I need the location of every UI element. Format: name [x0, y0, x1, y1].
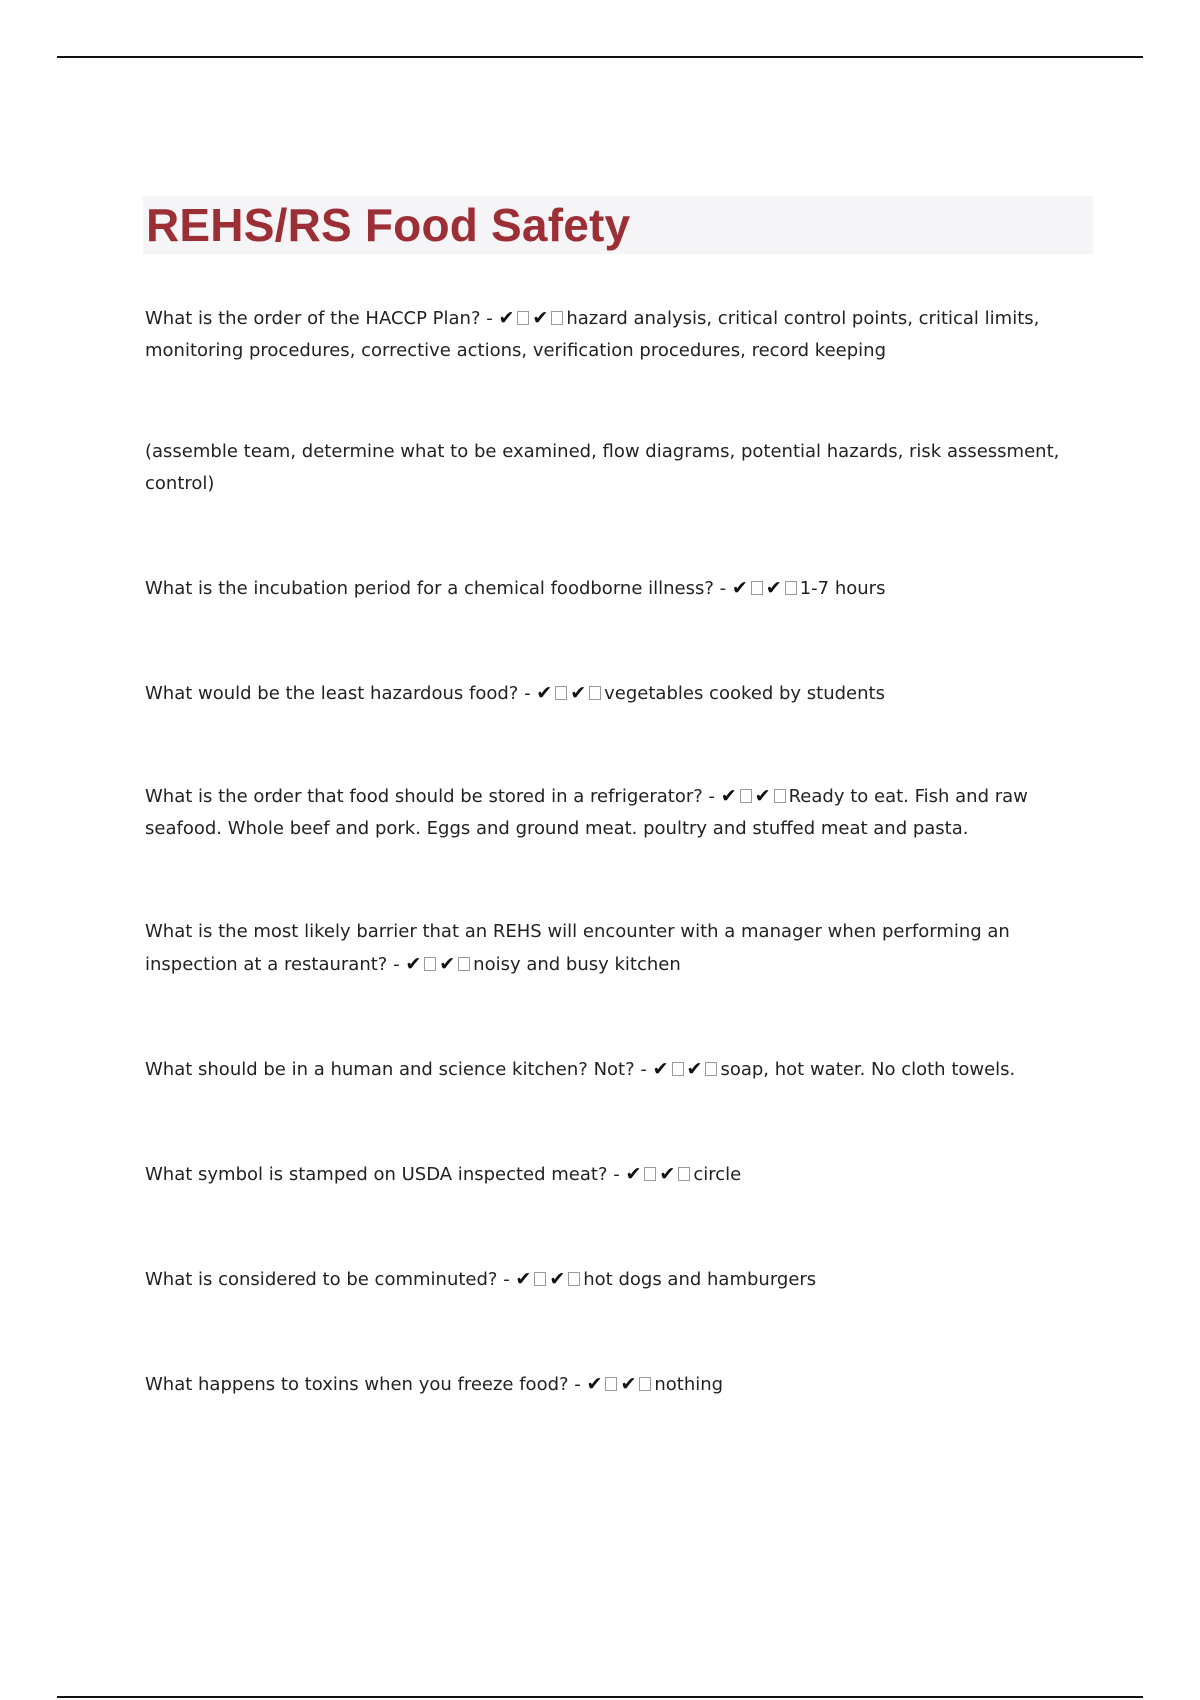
box-icon — [534, 1272, 546, 1286]
separator: - — [568, 1374, 587, 1395]
answer-text: circle — [693, 1164, 742, 1185]
separator: - — [702, 786, 721, 807]
box-icon — [678, 1167, 690, 1181]
answer-text: nothing — [654, 1374, 724, 1395]
check-mark-icon: ✔ — [754, 785, 772, 807]
check-mark-icon: ✔ — [625, 1163, 643, 1185]
qa-item — [145, 302, 1065, 367]
check-mark-icon: ✔ — [620, 1373, 638, 1395]
separator: - — [480, 308, 499, 329]
box-icon — [605, 1377, 617, 1391]
check-mark-icon: ✔ — [686, 1058, 704, 1080]
box-icon — [774, 789, 786, 803]
box-icon — [551, 311, 563, 325]
qa-item — [145, 1368, 1065, 1401]
qa-item — [145, 1053, 1065, 1086]
check-mark-icon: ✔ — [720, 785, 738, 807]
question-text: What is considered to be comminuted? — [145, 1269, 498, 1290]
box-icon — [705, 1062, 717, 1076]
check-mark-icon: ✔ — [586, 1373, 604, 1395]
answer-text: hazard analysis, critical control points, critical limits, monitoring procedures, corrective actions, verification procedures, record keeping — [145, 308, 1040, 361]
question-text: What is the order of the HACCP Plan? — [145, 308, 481, 329]
answer-text: 1-7 hours — [799, 578, 886, 599]
box-icon — [568, 1272, 580, 1286]
note-paragraph — [145, 436, 1065, 500]
box-icon — [785, 581, 797, 595]
check-mark-icon: ✔ — [532, 307, 550, 329]
answer-text: hot dogs and hamburgers — [583, 1269, 817, 1290]
check-mark-icon: ✔ — [765, 577, 783, 599]
question-text: What is the most likely barrier that an REHS will encounter with a manager when performing an inspection at a restaurant? — [145, 921, 1010, 975]
box-icon — [517, 311, 529, 325]
separator: - — [607, 1164, 626, 1185]
top-rule — [57, 56, 1143, 58]
check-mark-icon: ✔ — [549, 1268, 567, 1290]
box-icon — [639, 1377, 651, 1391]
check-mark-icon: ✔ — [570, 682, 588, 704]
note-text: (assemble team, determine what to be examined, flow diagrams, potential hazards, risk assessment, control) — [145, 441, 1060, 494]
answer-text: noisy and busy kitchen — [473, 954, 681, 975]
question-text: What happens to toxins when you freeze food? — [145, 1374, 569, 1395]
question-text: What should be in a human and science kitchen? Not? — [145, 1059, 635, 1080]
question-text: What would be the least hazardous food? — [145, 683, 519, 704]
separator: - — [497, 1269, 516, 1290]
check-mark-icon: ✔ — [405, 953, 423, 975]
separator: - — [518, 683, 537, 704]
qa-item — [145, 677, 1065, 710]
question-text: What is the incubation period for a chemical foodborne illness? — [145, 578, 714, 599]
box-icon — [672, 1062, 684, 1076]
bottom-rule — [57, 1696, 1143, 1698]
separator: - — [387, 954, 406, 975]
check-mark-icon: ✔ — [652, 1058, 670, 1080]
qa-item — [145, 1263, 1065, 1296]
check-mark-icon: ✔ — [439, 953, 457, 975]
check-mark-icon: ✔ — [498, 307, 516, 329]
separator: - — [713, 578, 732, 599]
answer-text: soap, hot water. No cloth towels. — [720, 1059, 1016, 1080]
answer-text: vegetables cooked by students — [604, 683, 885, 704]
box-icon — [644, 1167, 656, 1181]
check-mark-icon: ✔ — [659, 1163, 677, 1185]
question-text: What is the order that food should be stored in a refrigerator? — [145, 786, 703, 807]
question-text: What symbol is stamped on USDA inspected meat? — [145, 1164, 608, 1185]
document-title: REHS/RS Food Safety — [146, 199, 631, 251]
separator: - — [634, 1059, 653, 1080]
box-icon — [589, 686, 601, 700]
check-mark-icon: ✔ — [731, 577, 749, 599]
answer-text: Ready to eat. Fish and raw seafood. Whole beef and pork. Eggs and ground meat. poultry and stuffed meat and pasta. — [145, 786, 1028, 839]
box-icon — [424, 957, 436, 971]
box-icon — [740, 789, 752, 803]
check-mark-icon: ✔ — [536, 682, 554, 704]
check-mark-icon: ✔ — [515, 1268, 533, 1290]
qa-item — [145, 572, 1065, 605]
qa-item — [145, 916, 1065, 981]
box-icon — [751, 581, 763, 595]
box-icon — [555, 686, 567, 700]
qa-item — [145, 1158, 1065, 1191]
box-icon — [458, 957, 470, 971]
qa-item — [145, 780, 1065, 845]
